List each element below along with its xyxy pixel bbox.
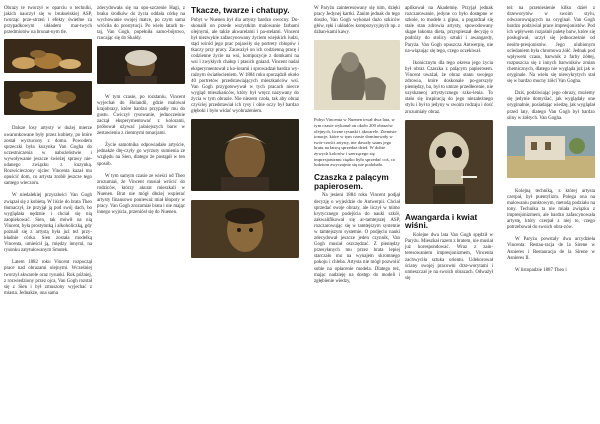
still-life-vegetables-image <box>4 39 92 73</box>
peasant-portrait-image <box>97 46 185 84</box>
paragraph: Latem 1882 roku Vincent rozpoczął prace nad obrazami olejnymi. Wcześniej tworzył akwarele oraz rysunki. Rok później, z rozwiedziony przez ojca, Van Gogh rozstał się z Sien i był zmuszony wyjechać z miasta. Jednakże, ona sama <box>4 260 92 296</box>
potato-eaters-sketch-image <box>314 40 400 110</box>
restaurant-painting-image <box>507 126 595 178</box>
still-life-potatoes-image <box>4 81 92 115</box>
column-6 <box>507 6 595 274</box>
paragraph: Pobyt w Nuenen był dla artysty bardzo owocny. Do-skonalił on przede wszystkim malowanie farbami olejnymi, ale także akwarelami i pa-stelami. Vincent był niezwykle zafascynowany życiem wiejskich ludzi, stąd wśród jego prac pojawiły się portrety chłopów i tkaczy przy pracy. Zauważył on ich codzienną pracę i codzienne życie na wsi, kompozycje z domkami na wsi i zwykłych chałup i ptasich gniazd. Vincent nadal eksperymentował z ko-lorami i sprowadzał bardzo wy-raźnym światłocieniem. W 1884 roku sporządził około 40 portretów przedstawiających mieszkańców wsi. Van Gogh przygotowywał w tych pracach niecce wygląd mieszkańców, który był wręcz nazywany do życia w tym obrazie. Nie niezem czoła, tak aby obraz czyściej przedstawiał ich rysy i obie oczy był bardzo głęboki i było widać wyobrażeniem. <box>191 17 299 115</box>
paragraph: W tym samym czasie ze wieści od Theo zrozumiał, że Vincent musiał wrócić do rodziców, którzy akurat mieszkali w Nuenen. Brat nie mógł dłużej wspierać artysty finansowo ponieważ miał kłopoty w pracy. Van Gogh zrozumiał brata i nie mając innego wyjścia, przeniósł się do Nuenen. <box>97 173 185 216</box>
paragraph: Dalsze losy artysty w dużej mierze uwarunkowane były przez kobiety, po które został wyrzucony z domu. Powodem sprzeczki była kuzynka Van Gogha do uczestniczenia w nabożeństwie i wywoływanie jeszcze świeżej sprawy nie-udanego związku z kuzynką. Rozwścieczony ojciec Vincenta kazał mu opuścić dom, co artysta zrobił jeszcze tego samego wieczoru. <box>4 126 92 187</box>
section-heading: Czaszka z palącym papierosem. <box>314 171 389 191</box>
column-1 <box>4 6 92 297</box>
paragraph: Życie samotnika odpowiadało artyście, jednakże drę-czyły go wyrzuty sumienia ze względu na Sien, dlatego że postąpił w ten sposób. <box>97 143 185 167</box>
section-heading: Tkacze, twarze i chatupy. <box>191 5 290 15</box>
section-heading: Awangarda i kwiat wiśni. <box>405 211 478 231</box>
skull-with-cigarette-image <box>405 120 493 204</box>
paragraph: Kolejną techniką, z której artysta czerpał, był puentylizm. Polega ona na malowaniu punktowym, metodą podziału na tony. Technika ta nie miała związku z impresjonizmem, ale bardzo zafascynowała artystę, który czerpał z niej to, czego potrzebował do swoich obra-zów. <box>507 188 595 231</box>
image-caption-paragraph: Pobyt Vincenta w Nuenen trwał dwa lata, w tym czasie wykonał on około 200 obrazów olejnych, liczne rysunki i akwarele. Ziemiste tonacje, które w tym czasie dominowały w twór-czości artysty, nie dawały szans jego bratu na łatwą sprzedaż dzieł. W dobie żywych kolorów i szerzącego się impresjonizmu ciężko było sprzedać coś, co ludziom zwyczajnie się nie podobało. <box>314 117 397 168</box>
paragraph: W listopadzie 1887 Theo i <box>515 267 567 273</box>
paragraph: W niedalekiej przyszłości Van Gogh związał się z kobietą. W liście do brata Theo tłumaczył, że przyjął ją pod swój dach, bo wyglądała nędznie i chciał się nią zaopiekować. Sien, tak mówił na nią Vincent, była prostytutką i alkoholiczką, gdy poznali się z artystą była już też przy-kładnie córka. Sien została modelką Vincenta, umieścił ją, między innymi, na rysunku zatytułowanym Smutek. <box>4 193 92 254</box>
paragraph: Ikonicznym dla tego okresu jego życia był obraz Czaszka z palącym papierosem. Vincent uważał, że obraz stanu swojego zdrowia, które doskonale po-gorszyły pieniędzy, ba, był to umrze przedłecenie, nie uzyskaneoj artystycznego szko-lenia. To stało się inspiracją do jego niezależnego stylu i był to jedyny w swoim rodzaju i dość zrozumiały obraz. <box>405 60 493 115</box>
paragraph: aplikował na Akademię. Przyjął jednak rozczarowanie, jedyne co było dostępne w szkole, to modele z gipsu, a pogardzał się stale stan zdrowia artysty, spowodowany skąpe łakoma dieta, przyspieszał decyzję o podróży do stolicy sztuki i awangardy, Paryża. Van Gogh opuszcza Antwerpię, nie na-wiązując się tego, czego oczekiwał. <box>405 6 493 54</box>
paragraph: też na przeniesienie kilku dzieł z drzeworytów w swoim stylu, odwzorowujących na oryginał. Van Gogh bardzo podziwiał prace impresjonistów. Pod ich wpływem rozjaśnił paletę barw, które się posługiwał, uczył się jednocześnie od neoim-presjonistów. Jego ulubionym ociedaniem była chromowa żółć. Jednak pod wpływem czasu, barwnik z farby żółtej, rozpuszcza się z innych barwników zmian chemicznych, dlatego nie wygląda już jak w oryginale. Na wielu się niewykrytych stał się w bardzo mocny żółci Van Gogha. <box>507 6 596 85</box>
paragraph: zdecydowała się na opu-szczenie Hagi, z braku środków do życia oddała córkę na wychowanie swojej matce, po czym sama wróciła do prostytucji. Po wielu latach tu-taj, Van Gogh, popełniła samo-bójstwo, rzucając się do Skaldy. <box>97 6 185 42</box>
paragraph: W Paryżu powstały dwa arcydzieła Vincenta: Restau-racja de la Sirene w Asnieres i Restauracja de la Sirene w Asnieres II. <box>507 237 595 261</box>
paragraph: Obrazy te tworzył w oparciu o techniki, jakich nauczył się w brukselskiej ASP, tworząc prze-strzeń i efekty świetlne za przypadkowym układem mar-twych przedmiotów na brunat-nym tle. <box>4 6 92 36</box>
paragraph: W Paryżu zainteresowany się nim, dzięki pracy Jedynej kartki. Zanim jednak do tego doszło, Van Gogh wykonał dużo szkiców głów, ręki i układów kompozycyjnych np. z dzban-kami kawy. <box>314 6 400 36</box>
paragraph: Kolejne dwa lata Van Gogh spędził w Paryżu. Mieszkał razem z bratem, nie musiał już korespondować. Wraz z zain-teresowaniem impresjonizmem, Vincenta zachwyciła sztuka orientu. Udekorował ściany swojej pracowni drze-worytami i umieszczał je na swoich obrazach. Odważył się <box>405 233 493 281</box>
column-3 <box>191 6 299 263</box>
column-2 <box>97 6 185 216</box>
paragraph: Dziś, podziwiając jego obrazy, możemy się jedynie domyślać, jak wyglądały one oryginalnie, posiadając wiedzę, jak wyglądał przed laty, dlatego Van Gogh był bardzo silny w żółtych. Van Gogha. <box>507 91 595 121</box>
peasant-woman-portrait-image <box>191 119 299 191</box>
paragraph: Na jesieni 1884 roku Vincent podjął decyzję o wyjeździe do Antwerpii. Chciał sprzedać swoje obrazy, ale liczył w mimo krytycznego podejścia do nauki szkół, zakwalifikował się ar-tamtejszej ASP, rozczarowując się w tamtejszym systemie w tamtejszym systemie. O podjęciu nauki zdecydował jeszcze jeden czynnik, Van Gogh musiał oszczędzać. Z pieniędzy przesyłanych mu przez brata lepiej starczało mu na wynajem skromnego pokoju i chleba. Artysta nie mógł pozwolić sobie na opłacenie modela. Dlatego też, mając nadzieję na dostęp do modeli i zgłębienie wiedzy, <box>314 193 400 284</box>
column-5 <box>405 6 493 282</box>
paragraph: W tym czasie, po rozstaniu, Vincent wyjechał do Holandii, gdzie malował krajobrazy, które bardzo przypadły mu do gustu. Ćwiczył rysowanie, jednocześnie zaczął eksperymentować z kolorami, próbował używać jaśniejszych barw w zestawieniu z ciemnymi tonacjami. <box>97 94 185 137</box>
column-4 <box>314 6 400 285</box>
head-study-image <box>191 200 299 258</box>
